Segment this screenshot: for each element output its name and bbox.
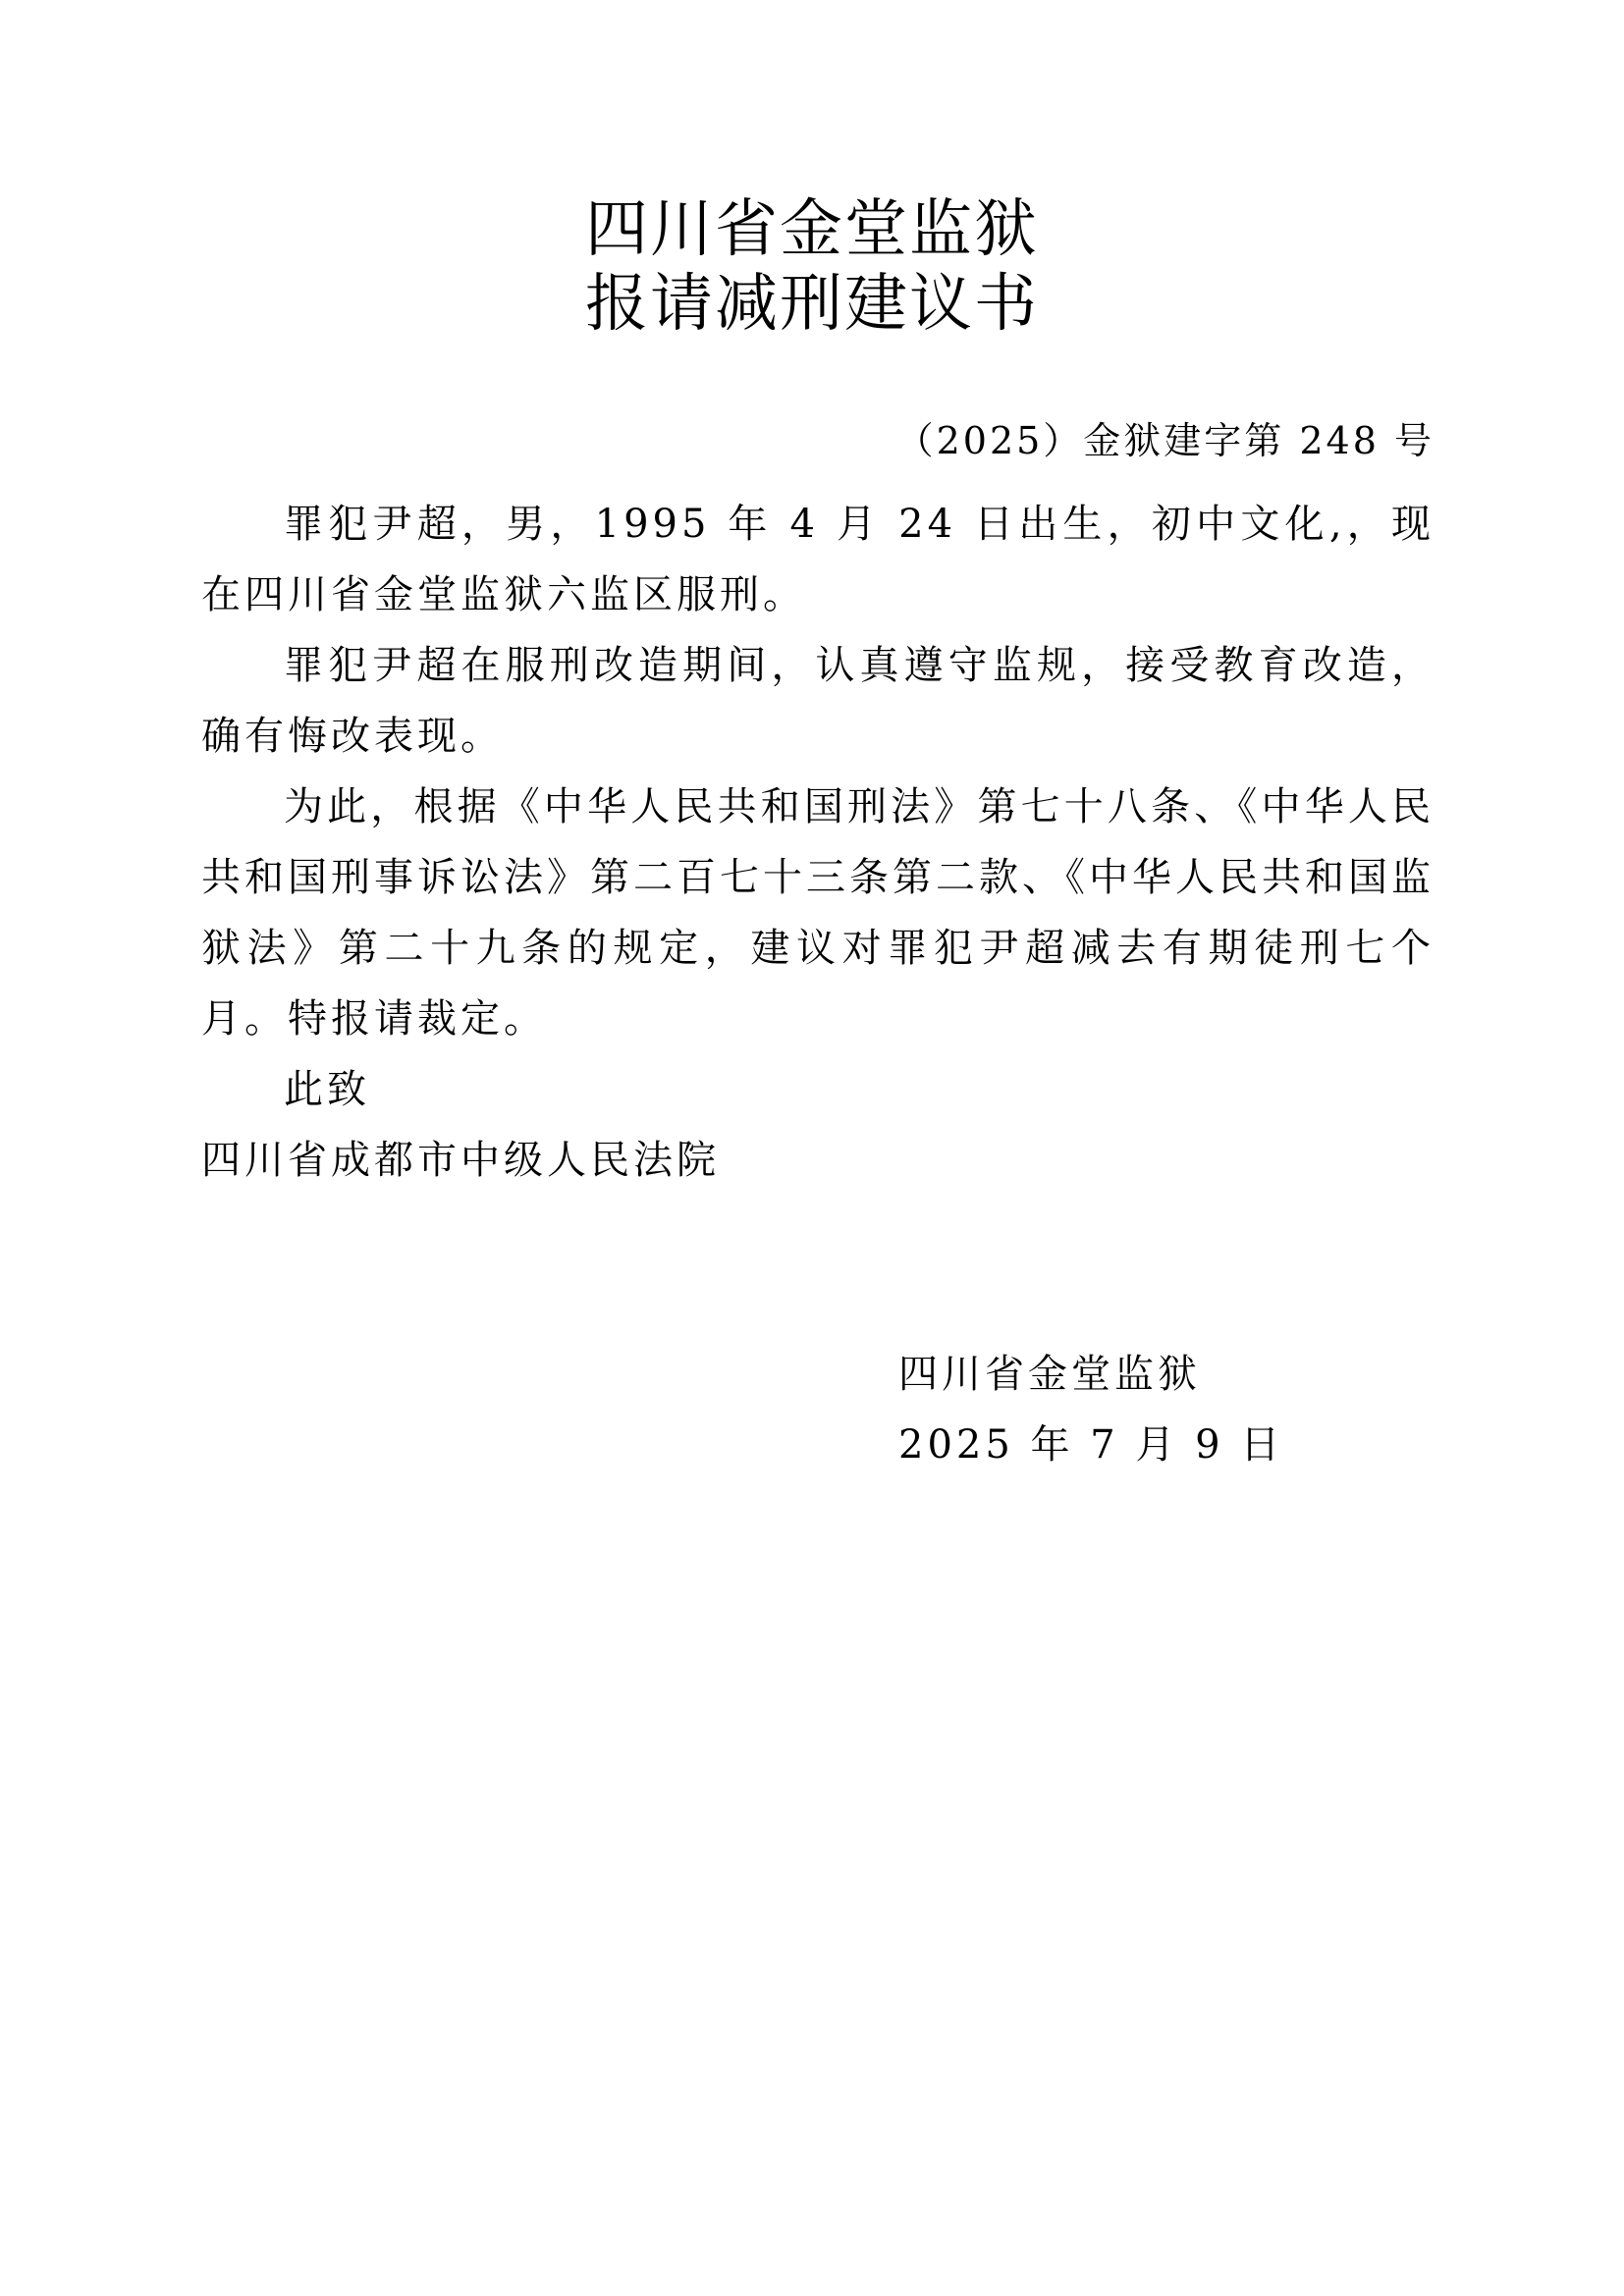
document-number: （2025）金狱建字第 248 号 xyxy=(895,419,1435,462)
signature-date: 2025 年 7 月 9 日 xyxy=(898,1422,1284,1468)
paragraph-legal-basis: 为此，根据《中华人民共和国刑法》第七十八条、《中华人民共和国刑事诉讼法》第二百七十三条第二款、《中华人民共和国监狱法》第二十九条的规定，建议对罪犯尹超减去有期徒刑七个月。特报请裁定。 xyxy=(201,784,1435,1041)
paragraph-reform-performance: 罪犯尹超在服刑改造期间，认真遵守监规，接受教育改造，确有悔改表现。 xyxy=(201,643,1435,759)
document-title-line2: 报请减刑建议书 xyxy=(585,268,1039,341)
signature-organization: 四川省金堂监狱 xyxy=(898,1352,1201,1397)
paragraph-personal-info: 罪犯尹超，男，1995 年 4 月 24 日出生，初中文化,，现在四川省金堂监狱六监区服刑。 xyxy=(201,502,1435,617)
salutation: 此致 xyxy=(284,1067,370,1112)
recipient-court: 四川省成都市中级人民法院 xyxy=(201,1138,720,1183)
document-title-line1: 四川省金堂监狱 xyxy=(585,193,1039,266)
